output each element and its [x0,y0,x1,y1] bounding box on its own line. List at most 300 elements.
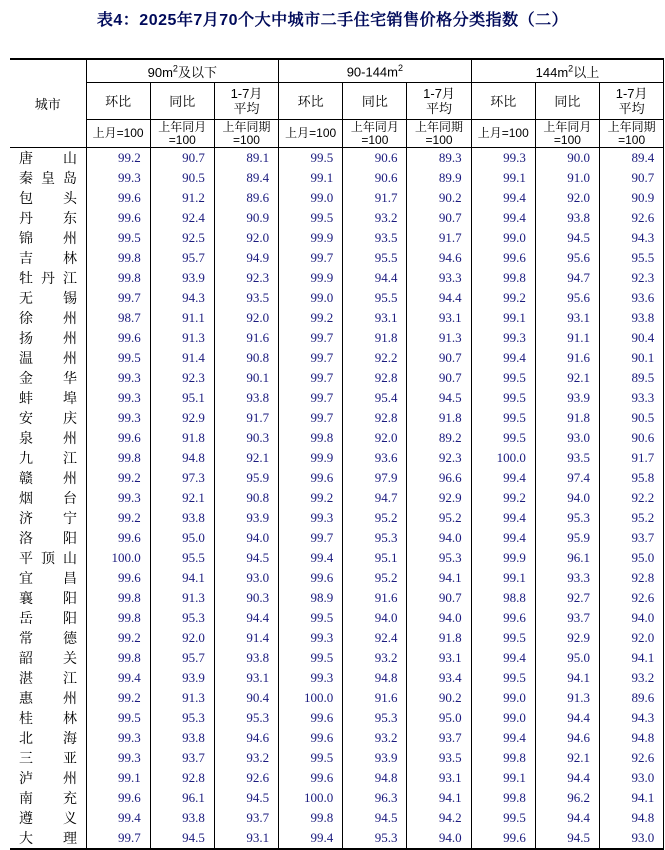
index-value-cell: 99.3 [279,508,343,528]
index-value-cell: 100.0 [279,788,343,808]
table-row [10,188,664,208]
index-value-cell: 94.5 [214,788,278,808]
index-value-cell: 99.2 [86,148,150,169]
index-value-cell: 93.6 [600,288,664,308]
index-value-cell: 99.6 [471,248,535,268]
index-value-cell: 99.5 [471,808,535,828]
index-value-cell: 95.0 [600,548,664,568]
city-name-cell [10,748,86,768]
table-row [10,468,664,488]
city-name-char: 庆 [63,410,77,426]
table-row [10,248,664,268]
city-name [19,808,77,828]
index-value-cell: 93.3 [535,568,599,588]
index-value-cell: 91.7 [214,408,278,428]
index-value-cell: 99.8 [471,748,535,768]
group-label: 90m [147,64,173,80]
unit-label: 上月=100 [92,126,144,140]
index-value-cell: 94.1 [407,788,471,808]
index-value-cell: 94.1 [535,668,599,688]
city-name-char: 江 [63,670,77,686]
index-value-cell: 93.0 [535,428,599,448]
city-name-cell [10,828,86,849]
index-value-cell: 93.2 [343,208,407,228]
index-value-cell: 94.0 [600,608,664,628]
index-value-cell: 95.3 [150,708,214,728]
city-name-char: 北 [19,730,33,746]
index-value-cell: 91.1 [150,308,214,328]
city-name-char: 州 [63,310,77,326]
superscript: 2 [398,62,404,73]
price-index-table [10,58,664,850]
table-row [10,148,664,169]
city-name-char: 州 [63,330,77,346]
index-value-cell: 92.7 [535,588,599,608]
index-value-cell: 99.3 [471,148,535,169]
index-value-cell: 90.7 [407,348,471,368]
index-value-cell: 100.0 [471,448,535,468]
index-value-cell: 91.8 [535,408,599,428]
index-value-cell: 94.8 [343,768,407,788]
city-name-char: 江 [63,270,77,286]
unit-same-month-last-year [343,120,407,148]
index-value-cell: 92.9 [150,408,214,428]
city-name-char: 岛 [63,170,77,186]
table-row [10,368,664,388]
index-value-cell: 99.0 [471,228,535,248]
index-value-cell: 99.6 [86,568,150,588]
index-value-cell: 99.3 [86,408,150,428]
index-value-cell: 99.1 [471,308,535,328]
index-value-cell: 99.6 [86,328,150,348]
index-value-cell: 94.5 [407,388,471,408]
city-name [19,748,77,768]
city-name [19,188,77,208]
city-name-char: 岳 [19,610,33,626]
index-value-cell: 94.6 [535,728,599,748]
unit-same-period-last-year [407,120,471,148]
index-value-cell: 90.8 [214,488,278,508]
index-value-cell: 90.8 [214,348,278,368]
unit-label: =100 [232,132,260,147]
index-value-cell: 99.1 [471,768,535,788]
index-value-cell: 94.4 [535,808,599,828]
city-name-char: 唐 [19,150,33,166]
index-value-cell: 96.1 [535,548,599,568]
index-value-cell: 92.1 [150,488,214,508]
index-value-cell: 99.7 [86,828,150,849]
city-name-cell [10,348,86,368]
city-name-cell [10,268,86,288]
city-name [19,208,77,228]
city-name-char: 烟 [19,490,33,506]
city-name-cell [10,328,86,348]
city-name [19,528,77,548]
unit-label: =100 [425,132,453,147]
index-value-cell: 99.1 [86,768,150,788]
index-value-cell: 90.1 [214,368,278,388]
city-name-cell [10,628,86,648]
index-value-cell: 99.6 [86,788,150,808]
index-value-cell: 99.9 [279,268,343,288]
index-value-cell: 99.5 [279,208,343,228]
city-name [19,268,77,288]
index-value-cell: 99.5 [86,348,150,368]
index-value-cell: 91.1 [535,328,599,348]
city-name-char: 林 [63,250,77,266]
index-value-cell: 92.9 [407,488,471,508]
index-value-cell: 94.0 [535,488,599,508]
index-value-cell: 94.3 [150,288,214,308]
city-name-char: 吉 [19,250,33,266]
index-value-cell: 98.7 [86,308,150,328]
index-value-cell: 91.7 [407,228,471,248]
index-value-cell: 99.7 [279,348,343,368]
table-row [10,828,664,849]
group-label-suffix: 以上 [573,64,600,80]
index-value-cell: 95.2 [343,508,407,528]
city-name-char: 阳 [63,530,77,546]
subheader-label: 1-7月 [423,86,455,101]
city-name [19,648,77,668]
index-value-cell: 94.0 [214,528,278,548]
table-row [10,348,664,368]
group-header-row [10,59,664,83]
index-value-cell: 93.6 [343,448,407,468]
subheader-mom [279,83,343,120]
index-value-cell: 99.4 [471,208,535,228]
index-value-cell: 99.7 [279,388,343,408]
index-value-cell: 99.7 [279,368,343,388]
table-row [10,528,664,548]
table-row [10,688,664,708]
index-value-cell: 99.2 [86,688,150,708]
index-value-cell: 91.3 [150,588,214,608]
index-value-cell: 95.7 [150,648,214,668]
table-row [10,628,664,648]
city-name-cell [10,248,86,268]
index-value-cell: 89.1 [214,148,278,169]
city-name-char: 锦 [19,230,33,246]
index-value-cell: 95.3 [343,828,407,849]
index-value-cell: 91.6 [214,328,278,348]
index-value-cell: 93.5 [407,748,471,768]
unit-same-period-last-year [600,120,664,148]
city-name-char: 泉 [19,430,33,446]
index-value-cell: 92.2 [343,348,407,368]
index-value-cell: 92.0 [535,188,599,208]
index-value-cell: 94.7 [535,268,599,288]
index-value-cell: 99.5 [279,748,343,768]
unit-label: =100 [618,132,646,147]
index-value-cell: 99.4 [86,808,150,828]
unit-label: 上月=100 [285,126,337,140]
index-value-cell: 96.3 [343,788,407,808]
city-name [19,508,77,528]
city-name-char: 州 [63,470,77,486]
city-name-char: 徐 [19,310,33,326]
city-name-char: 金 [19,370,33,386]
city-name [19,488,77,508]
subheader-yoy [343,83,407,120]
index-value-cell: 93.1 [214,668,278,688]
index-value-cell: 99.5 [86,228,150,248]
city-name-char: 南 [19,790,33,806]
table-row [10,408,664,428]
index-value-cell: 99.5 [471,368,535,388]
index-value-cell: 99.3 [86,168,150,188]
subheader-mom [471,83,535,120]
index-value-cell: 99.1 [279,168,343,188]
index-value-cell: 91.8 [407,628,471,648]
index-value-cell: 90.6 [600,428,664,448]
index-value-cell: 90.6 [343,148,407,169]
index-value-cell: 95.0 [407,708,471,728]
index-value-cell: 99.6 [279,728,343,748]
index-value-cell: 93.5 [535,448,599,468]
city-name-char: 三 [19,750,33,766]
index-value-cell: 92.6 [600,588,664,608]
index-value-cell: 94.8 [343,668,407,688]
index-value-cell: 90.6 [343,168,407,188]
index-value-cell: 95.3 [150,608,214,628]
city-name-char: 温 [19,350,33,366]
index-value-cell: 91.7 [600,448,664,468]
index-value-cell: 99.6 [86,428,150,448]
city-column-header: 城市 [10,59,86,148]
city-name-cell [10,488,86,508]
index-value-cell: 99.2 [471,488,535,508]
table-row [10,608,664,628]
index-value-cell: 90.3 [214,588,278,608]
table-row [10,768,664,788]
superscript: 2 [172,63,178,74]
index-value-cell: 95.1 [343,548,407,568]
index-value-cell: 99.4 [471,468,535,488]
unit-label: =100 [361,132,389,147]
index-value-cell: 91.3 [535,688,599,708]
city-name-cell [10,368,86,388]
city-name-cell [10,648,86,668]
city-name-char: 宁 [63,510,77,526]
index-value-cell: 99.4 [86,668,150,688]
index-value-cell: 93.0 [214,568,278,588]
city-name-char: 泸 [19,770,33,786]
subheader-label: 1-7月 [615,86,648,101]
index-value-cell: 99.4 [279,828,343,849]
index-value-cell: 95.4 [343,388,407,408]
table-row [10,208,664,228]
index-value-cell: 90.9 [214,208,278,228]
index-value-cell: 99.9 [279,448,343,468]
index-value-cell: 95.3 [535,508,599,528]
city-name [19,788,77,808]
index-value-cell: 93.4 [407,668,471,688]
index-value-cell: 92.3 [600,268,664,288]
table-row [10,268,664,288]
index-value-cell: 93.2 [343,648,407,668]
city-name-cell [10,168,86,188]
subheader-label: 环比 [105,93,132,109]
city-name-char: 九 [19,450,33,466]
index-value-cell: 99.5 [279,608,343,628]
index-value-cell: 94.0 [343,608,407,628]
city-name-char: 山 [63,550,77,566]
index-value-cell: 92.3 [150,368,214,388]
city-name-char: 充 [63,790,77,806]
index-value-cell: 94.8 [600,728,664,748]
city-name [19,708,77,728]
index-value-cell: 93.8 [150,728,214,748]
unit-label: 上年同期 [607,119,656,134]
index-value-cell: 93.7 [150,748,214,768]
city-name-cell [10,288,86,308]
index-value-cell: 99.1 [471,168,535,188]
index-value-cell: 95.5 [600,248,664,268]
city-name-cell [10,808,86,828]
index-value-cell: 89.4 [600,148,664,169]
table-row [10,548,664,568]
index-value-cell: 94.1 [600,648,664,668]
city-name [19,428,77,448]
unit-header-row [10,120,664,148]
subheader-label: 平均 [426,101,453,116]
index-value-cell: 93.1 [214,828,278,849]
index-value-cell: 99.0 [471,688,535,708]
index-value-cell: 91.0 [535,168,599,188]
city-name-char: 丹 [41,270,55,286]
index-value-cell: 94.1 [407,568,471,588]
table-row [10,168,664,188]
index-value-cell: 100.0 [279,688,343,708]
index-value-cell: 94.3 [600,708,664,728]
index-value-cell: 92.2 [600,488,664,508]
index-value-cell: 93.8 [214,648,278,668]
city-name-char: 州 [63,770,77,786]
index-value-cell: 94.5 [150,828,214,849]
index-value-cell: 93.3 [600,388,664,408]
index-value-cell: 92.0 [343,428,407,448]
index-value-cell: 93.8 [214,388,278,408]
unit-label: =100 [553,132,581,147]
table-row [10,428,664,448]
index-value-cell: 99.6 [279,768,343,788]
index-value-cell: 95.7 [150,248,214,268]
city-name [19,408,77,428]
group-label: 90-144m [346,64,398,80]
city-name-cell [10,308,86,328]
index-value-cell: 99.3 [86,368,150,388]
index-value-cell: 99.8 [279,808,343,828]
table-row [10,648,664,668]
index-value-cell: 91.2 [150,188,214,208]
city-name [19,768,77,788]
city-name [19,348,77,368]
city-name-char: 林 [63,710,77,726]
index-value-cell: 99.4 [471,728,535,748]
index-value-cell: 99.4 [471,648,535,668]
subheader-label: 环比 [490,93,517,109]
index-value-cell: 92.4 [150,208,214,228]
city-name [19,588,77,608]
index-value-cell: 92.8 [600,568,664,588]
city-name [19,828,77,848]
index-value-cell: 99.4 [279,548,343,568]
index-value-cell: 93.7 [214,808,278,828]
index-value-cell: 93.8 [600,308,664,328]
index-value-cell: 99.0 [279,188,343,208]
unit-label: 上年同期 [415,119,464,134]
index-value-cell: 92.0 [600,628,664,648]
table-row [10,328,664,348]
table-row [10,588,664,608]
city-name [19,568,77,588]
index-value-cell: 93.1 [407,308,471,328]
index-value-cell: 90.1 [600,348,664,368]
index-value-cell: 95.3 [343,708,407,728]
subheader-label: 平均 [233,101,260,116]
index-value-cell: 93.1 [407,768,471,788]
city-name-cell [10,208,86,228]
city-name-cell [10,188,86,208]
city-name-char: 韶 [19,650,33,666]
index-value-cell: 95.1 [150,388,214,408]
city-name-char: 遵 [19,810,33,826]
index-value-cell: 98.9 [279,588,343,608]
index-value-cell: 99.5 [471,628,535,648]
city-name-char: 埠 [63,390,77,406]
index-value-cell: 93.8 [150,508,214,528]
index-value-cell: 97.9 [343,468,407,488]
index-value-cell: 92.8 [343,408,407,428]
index-value-cell: 91.3 [150,688,214,708]
index-value-cell: 99.3 [86,488,150,508]
index-value-cell: 95.3 [214,708,278,728]
subheader-yoy [535,83,599,120]
index-value-cell: 92.1 [214,448,278,468]
city-name-cell [10,408,86,428]
table-row [10,808,664,828]
city-name-char: 安 [19,410,33,426]
unit-label: =100 [168,132,196,147]
city-name-char: 桂 [19,710,33,726]
city-name-cell [10,228,86,248]
index-value-cell: 99.2 [471,288,535,308]
index-value-cell: 99.4 [471,188,535,208]
city-name-cell [10,768,86,788]
city-name [19,168,77,188]
index-value-cell: 99.5 [471,668,535,688]
city-name-cell [10,688,86,708]
index-value-cell: 99.0 [279,288,343,308]
city-name [19,688,77,708]
city-name-char: 阳 [63,610,77,626]
city-name [19,248,77,268]
index-value-cell: 99.8 [471,788,535,808]
index-value-cell: 95.6 [535,288,599,308]
index-value-cell: 99.5 [471,388,535,408]
city-name-char: 头 [63,190,77,206]
index-value-cell: 90.7 [407,208,471,228]
index-value-cell: 93.5 [214,288,278,308]
index-value-cell: 89.2 [407,428,471,448]
index-value-cell: 92.0 [150,628,214,648]
index-value-cell: 94.4 [535,708,599,728]
subheader-avg [407,83,471,120]
index-value-cell: 92.6 [214,768,278,788]
index-value-cell: 91.4 [150,348,214,368]
index-value-cell: 91.3 [150,328,214,348]
